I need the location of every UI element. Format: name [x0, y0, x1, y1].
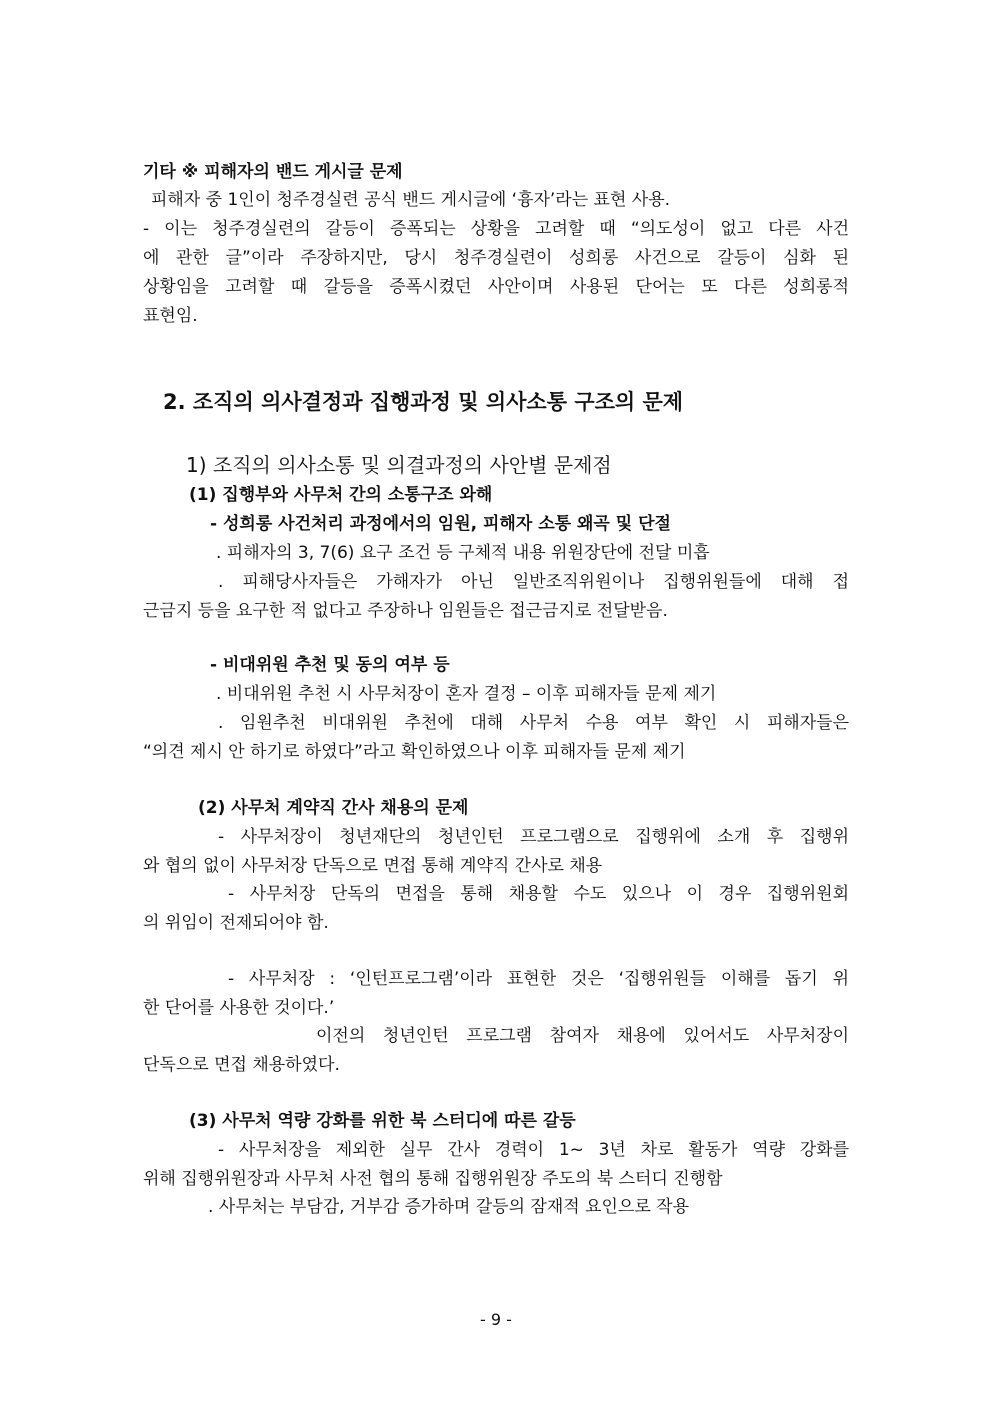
misc-line-2: - 이는 청주경실련의 갈등이 증폭되는 상황을 고려할 때 “의도성이 없고 다른 사건 — [143, 219, 849, 239]
misc-line-3: 에 관한 글”이라 주장하지만, 당시 청주경실련이 성희롱 사건으로 갈등이 심화 된 — [143, 248, 849, 268]
misc-line-5: 표현임. — [143, 306, 198, 326]
item-2-line-7: 이전의 청년인턴 프로그램 참여자 채용에 있어서도 사무처장이 — [316, 1026, 849, 1046]
page-number: - 9 - — [480, 1310, 512, 1329]
section-2-title: 2. 조직의 의사결정과 집행과정 및 의사소통 구조의 문제 — [163, 390, 684, 414]
item-1-sub1-title: - 성희롱 사건처리 과정에서의 임원, 피해자 소통 왜곡 및 단절 — [210, 514, 671, 534]
item-1-sub2-line-2: . 임원추천 비대위원 추천에 대해 사무처 수용 여부 확인 시 피해자들은 — [218, 713, 849, 733]
item-2-line-2: 와 협의 없이 사무처장 단독으로 면접 통해 계약직 간사로 채용 — [143, 856, 603, 876]
item-2-line-3: - 사무처장 단독의 면접을 통해 채용할 수도 있으나 이 경우 집행위원회 — [228, 884, 849, 904]
item-1-title: (1) 집행부와 사무처 간의 소통구조 와해 — [189, 485, 493, 505]
section-2-1-title: 1) 조직의 의사소통 및 의결과정의 사안별 문제점 — [186, 453, 612, 477]
item-1-sub2-line-3: “의견 제시 안 하기로 하였다”라고 확인하였으나 이후 피해자들 문제 제기 — [143, 742, 686, 762]
item-2-line-6: 한 단어를 사용한 것이다.’ — [143, 998, 335, 1018]
misc-line-4: 상황임을 고려할 때 갈등을 증폭시켰던 사안이며 사용된 단어는 또 다른 성희롱적 — [143, 277, 849, 297]
item-2-line-8: 단독으로 면접 채용하였다. — [143, 1055, 340, 1075]
item-1-sub1-line-3: 근금지 등을 요구한 적 없다고 주장하나 임원들은 접근금지로 전달받음. — [143, 601, 668, 621]
item-1-sub1-line-1: . 피해자의 3, 7(6) 요구 조건 등 구체적 내용 위원장단에 전달 미흡 — [216, 543, 710, 563]
item-1-sub1-line-2: . 피해당사자들은 가해자가 아닌 일반조직위원이나 집행위원들에 대해 접 — [218, 572, 849, 592]
item-3-line-3: . 사무처는 부담감, 거부감 증가하며 갈등의 잠재적 요인으로 작용 — [208, 1197, 690, 1217]
item-2-line-1: - 사무처장이 청년재단의 청년인턴 프로그램으로 집행위에 소개 후 집행위 — [218, 827, 849, 847]
item-2-line-4: 의 위임이 전제되어야 함. — [143, 913, 329, 933]
item-2-line-5: - 사무처장 : ‘인턴프로그램’이라 표현한 것은 ‘집행위원들 이해를 돕기 위 — [228, 969, 849, 989]
item-1-sub2-title: - 비대위원 추천 및 동의 여부 등 — [210, 655, 450, 675]
item-3-line-2: 위해 집행위원장과 사무처 사전 협의 통해 집행위원장 주도의 북 스터디 진행함 — [143, 1169, 723, 1189]
item-3-line-1: - 사무처장을 제외한 실무 간사 경력이 1~ 3년 차로 활동가 역량 강화를 — [218, 1140, 849, 1160]
item-1-sub2-line-1: . 비대위원 추천 시 사무처장이 혼자 결정 – 이후 피해자들 문제 제기 — [216, 684, 717, 704]
misc-heading: 기타 ※ 피해자의 밴드 게시글 문제 — [143, 162, 403, 182]
misc-line-1: 피해자 중 1인이 청주경실련 공식 밴드 게시글에 ‘흉자’라는 표현 사용. — [151, 190, 671, 210]
item-3-title: (3) 사무처 역량 강화를 위한 북 스터디에 따른 갈등 — [189, 1111, 576, 1131]
item-2-title: (2) 사무처 계약직 간사 채용의 문제 — [198, 798, 469, 818]
